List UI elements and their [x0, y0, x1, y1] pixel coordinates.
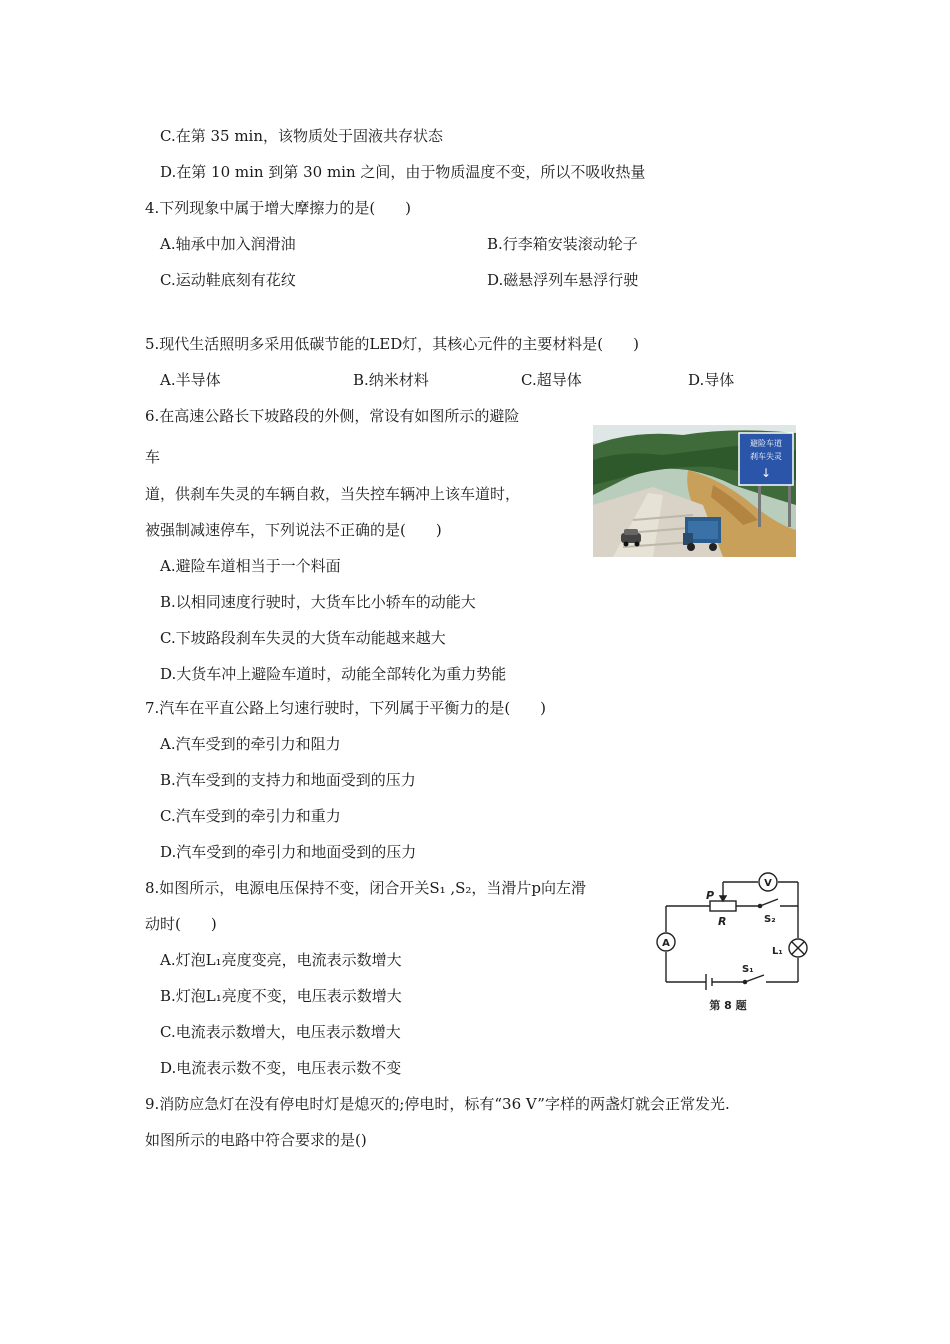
- q8-option-b: B.灯泡L₁亮度不变，电压表示数增大: [160, 987, 402, 1005]
- q9-stem-line1: 9.消防应急灯在没有停电时灯是熄灭的;停电时，标有“36 V”字样的两盏灯就会正常发光.: [145, 1095, 730, 1113]
- q4-stem: 4.下列现象中属于增大摩擦力的是( ): [145, 199, 412, 217]
- q6-stem-line1: 6.在高速公路长下坡路段的外侧，常设有如图所示的避险: [145, 407, 520, 425]
- q5-stem: 5.现代生活照明多采用低碳节能的LED灯，其核心元件的主要材料是( ): [145, 335, 639, 353]
- q9-stem-line2: 如图所示的电路中符合要求的是(): [145, 1131, 367, 1149]
- q5-option-d: D.导体: [688, 371, 735, 389]
- q8-stem-line1: 8.如图所示，电源电压保持不变，闭合开关S₁ ,S₂，当滑片p向左滑: [145, 879, 587, 897]
- rheostat-resistor: [710, 901, 736, 911]
- q7-option-d: D.汽车受到的牵引力和地面受到的压力: [160, 843, 417, 861]
- q4-option-a: A.轴承中加入润滑油: [160, 235, 296, 253]
- q6-stem-line2: 车: [145, 448, 161, 466]
- q6-option-d: D.大货车冲上避险车道时，动能全部转化为重力势能: [160, 665, 507, 683]
- q4-option-d: D.磁悬浮列车悬浮行驶: [487, 271, 639, 289]
- q4-option-c: C.运动鞋底刻有花纹: [160, 271, 296, 289]
- q8-option-a: A.灯泡L₁亮度变亮，电流表示数增大: [160, 951, 402, 969]
- q3-option-c: C.在第 35 min，该物质处于固液共存状态: [160, 127, 444, 145]
- voltmeter-label: V: [764, 878, 772, 889]
- q6-option-a: A.避险车道相当于一个料面: [160, 557, 341, 575]
- q6-option-c: C.下坡路段刹车失灵的大货车动能越来越大: [160, 629, 446, 647]
- ammeter-label: A: [662, 938, 670, 949]
- q7-stem: 7.汽车在平直公路上匀速行驶时，下列属于平衡力的是( ): [145, 699, 547, 717]
- q8-option-c: C.电流表示数增大，电压表示数增大: [160, 1023, 401, 1041]
- q6-option-b: B.以相同速度行驶时，大货车比小轿车的动能大: [160, 593, 476, 611]
- q8-stem-line2: 动时( ): [145, 915, 217, 933]
- lamp-label-l1: L₁: [772, 946, 783, 957]
- q7-option-a: A.汽车受到的牵引力和阻力: [160, 735, 341, 753]
- q7-option-c: C.汽车受到的牵引力和重力: [160, 807, 341, 825]
- q5-option-c: C.超导体: [521, 371, 582, 389]
- q8-option-d: D.电流表示数不变，电压表示数不变: [160, 1059, 402, 1077]
- q5-option-b: B.纳米材料: [353, 371, 429, 389]
- circuit-svg: [650, 868, 815, 1018]
- q6-stem-line4: 被强制减速停车，下列说法不正确的是( ): [145, 521, 442, 539]
- q3-option-d: D.在第 10 min 到第 30 min 之间，由于物质温度不变，所以不吸收热量: [160, 163, 646, 181]
- q5-option-a: A.半导体: [160, 371, 221, 389]
- circuit-diagram: [650, 868, 815, 1018]
- switch-label-s1: S₁: [742, 964, 754, 975]
- sign-arrow-icon: ↓: [760, 466, 772, 480]
- q7-option-b: B.汽车受到的支持力和地面受到的压力: [160, 771, 416, 789]
- sign-text-line1: 避险车道: [750, 439, 782, 448]
- q6-stem-line3: 道，供刹车失灵的车辆自救，当失控车辆冲上该车道时，: [145, 485, 521, 503]
- figure-caption: 第 8 题: [709, 999, 747, 1012]
- sign-text-line2: 刹车失灵: [750, 452, 782, 461]
- q4-option-b: B.行李箱安装滚动轮子: [487, 235, 638, 253]
- slider-label-p: P: [706, 889, 715, 902]
- escape-ramp-photo: [593, 425, 796, 557]
- escape-ramp-illustration: [593, 425, 796, 557]
- resistor-label-r: R: [718, 915, 727, 928]
- switch-label-s2: S₂: [764, 914, 776, 925]
